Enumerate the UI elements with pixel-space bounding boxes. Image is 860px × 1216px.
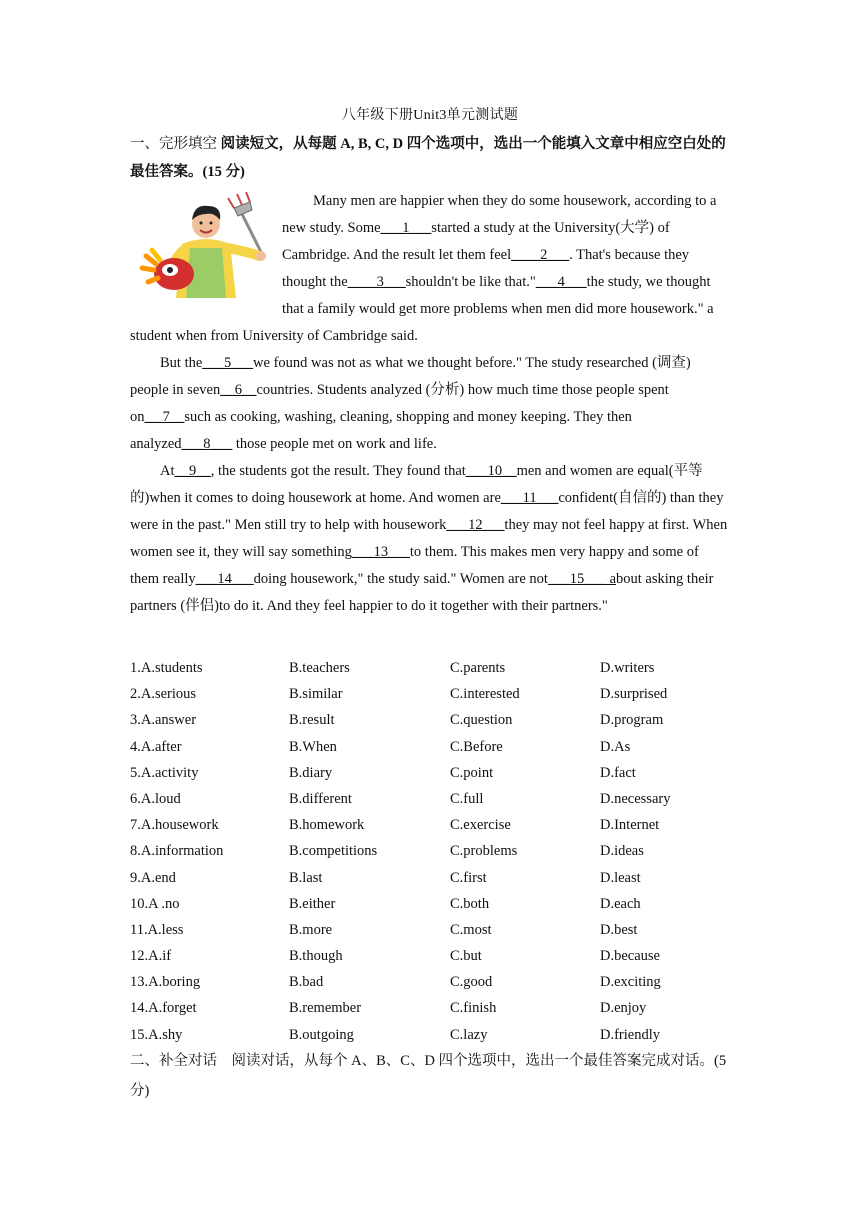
passage-text: confident(自信的) than they were in the past." Men still try to help with housework xyxy=(130,490,724,533)
option-d: D.As xyxy=(600,738,631,755)
option-a: 2.A.serious xyxy=(130,686,197,703)
option-b: B.though xyxy=(289,948,343,965)
option-a: 3.A.answer xyxy=(130,712,197,729)
option-a: 11.A.less xyxy=(130,921,184,938)
passage-text: But the xyxy=(160,355,203,371)
option-c: C.good xyxy=(450,974,493,991)
passage-paragraph-1 xyxy=(130,188,730,350)
option-a: 12.A.if xyxy=(130,948,172,965)
passage-text: started a study at the University(大学) of Cambridge. And the result let them feel xyxy=(282,220,670,263)
blank-10: ___10__ xyxy=(465,463,517,479)
option-c: C.first xyxy=(450,869,487,886)
blank-5: ___5___ xyxy=(202,355,254,371)
housework-man-illustration xyxy=(130,190,278,298)
passage-text: we found was not as what we thought before." The study researched (调查) people in seven xyxy=(130,355,691,398)
option-row xyxy=(130,707,730,733)
passage-text: the study, we thought that a family would get more problems when men did more housework." a student when from University of Cambridge said. xyxy=(130,274,714,344)
option-row xyxy=(130,917,730,943)
option-row xyxy=(130,969,730,995)
passage-text: At xyxy=(160,463,175,479)
passage-paragraph-3 xyxy=(130,458,730,620)
blank-12: ___12___ xyxy=(446,517,505,533)
passage-text: they may not feel happy at first. When women see it, they will say something xyxy=(130,517,728,560)
passage-text: men and women are equal(平等的)when it comes to doing housework at home. And women are xyxy=(130,463,703,506)
option-c: C.finish xyxy=(450,1000,497,1017)
option-d: D.least xyxy=(600,869,641,886)
option-b: B.different xyxy=(289,790,352,807)
blank-15: ___15___ a xyxy=(547,571,617,587)
option-d: D.writers xyxy=(600,660,655,676)
blank-3: ____3___ xyxy=(347,274,406,290)
option-d: D.surprised xyxy=(600,686,668,703)
option-b: B.remember xyxy=(289,1000,362,1017)
option-c: C.interested xyxy=(450,686,520,703)
blank-8: ___8___ xyxy=(181,436,233,452)
passage-text: countries. Students analyzed (分析) how much time those people spent on xyxy=(130,382,669,425)
option-d: D.because xyxy=(600,948,660,965)
option-row xyxy=(130,838,730,864)
option-d: D.each xyxy=(600,895,641,912)
option-d: D.enjoy xyxy=(600,1000,647,1017)
option-c: C.both xyxy=(450,895,490,912)
option-a: 8.A.information xyxy=(130,843,224,860)
option-d: D.exciting xyxy=(600,974,661,991)
passage-text: Many men are happier when they do some housework, according to a new study. Some xyxy=(282,193,717,236)
option-row xyxy=(130,681,730,707)
blank-4: ___4___ xyxy=(535,274,587,290)
option-d: D.best xyxy=(600,921,638,938)
option-c: C.question xyxy=(450,712,513,729)
option-b: B.bad xyxy=(289,974,324,991)
option-b: B.either xyxy=(289,895,336,912)
option-a: 5.A.activity xyxy=(130,764,199,781)
cloze-passage xyxy=(130,188,730,620)
option-b: B.teachers xyxy=(289,660,350,676)
blank-14: ___14___ xyxy=(195,571,254,587)
option-row xyxy=(130,1022,730,1048)
page-title: 八年级下册Unit3单元测试题 xyxy=(341,108,519,123)
passage-text: bout asking their partners (伴侣)to do it. And they feel happier to do it together with their partners." xyxy=(130,571,714,614)
passage-text: doing housework," the study said." Women are not xyxy=(253,571,548,587)
option-c: C.point xyxy=(450,764,494,781)
option-b: B.diary xyxy=(289,764,333,781)
option-c: C.problems xyxy=(450,843,518,860)
passage-text: , the students got the result. They found that xyxy=(210,463,466,479)
section1-prefix: 一、完形填空 xyxy=(130,136,217,152)
option-a: 4.A.after xyxy=(130,738,182,755)
option-b: B.similar xyxy=(289,686,343,703)
option-row xyxy=(130,995,730,1021)
option-row xyxy=(130,943,730,969)
answer-options xyxy=(130,655,730,1048)
blank-11: ___11___ xyxy=(500,490,559,506)
option-b: B.result xyxy=(289,712,335,729)
option-b: B.more xyxy=(289,921,333,938)
option-d: D.necessary xyxy=(600,790,671,807)
option-b: B.When xyxy=(289,738,337,755)
passage-text: to them. This makes men very happy and some of them really xyxy=(130,544,699,587)
blank-7: __ 7__ xyxy=(144,409,185,425)
option-a: 6.A.loud xyxy=(130,790,181,807)
section1-instruction: 阅读短文，从每题 A, B, C, D 四个选项中，选出一个能填入文章中相应空白处的最佳答案。(15 分) xyxy=(130,136,726,180)
passage-text: such as cooking, washing, cleaning, shopping and money keeping. They then analyzed xyxy=(130,409,632,452)
option-a: 9.A.end xyxy=(130,869,176,886)
blank-2: ____2___ xyxy=(511,247,570,263)
blank-6: __6__ xyxy=(220,382,257,398)
option-b: B.homework xyxy=(289,817,365,834)
passage-text: shouldn't be like that." xyxy=(405,274,536,290)
option-a: 14.A.forget xyxy=(130,1000,197,1017)
option-a: 7.A.housework xyxy=(130,817,219,834)
section2-heading: 二、补全对话 阅读对话，从每个 A、B、C、D 四个选项中，选出一个最佳答案完成对话。(5 分) xyxy=(130,1053,727,1099)
option-row xyxy=(130,891,730,917)
option-a: 1.A.students xyxy=(130,660,203,676)
passage-paragraph-2 xyxy=(130,350,730,458)
passage-text: . That's because they thought the xyxy=(282,247,690,290)
option-a: 15.A.shy xyxy=(130,1026,183,1043)
blank-1: ___1___ xyxy=(380,220,432,236)
option-c: C.Before xyxy=(450,738,503,755)
option-c: C.lazy xyxy=(450,1026,488,1043)
option-d: D.ideas xyxy=(600,843,644,860)
option-d: D.program xyxy=(600,712,664,729)
blank-9: __9__ xyxy=(174,463,211,479)
option-c: C.most xyxy=(450,921,492,938)
option-a: 10.A .no xyxy=(130,895,180,912)
option-a: 13.A.boring xyxy=(130,974,201,991)
option-row xyxy=(130,655,730,681)
option-c: C.exercise xyxy=(450,817,511,834)
option-c: C.full xyxy=(450,790,484,807)
option-row xyxy=(130,786,730,812)
section1-heading xyxy=(130,130,730,186)
option-row xyxy=(130,760,730,786)
option-c: C.parents xyxy=(450,660,506,676)
passage-text: those people met on work and life. xyxy=(232,436,437,452)
option-row xyxy=(130,734,730,760)
option-b: B.competitions xyxy=(289,843,378,860)
option-d: D.friendly xyxy=(600,1026,660,1043)
option-d: D.Internet xyxy=(600,817,660,834)
option-row xyxy=(130,812,730,838)
blank-13: ___13___ xyxy=(351,544,410,560)
option-b: B.outgoing xyxy=(289,1026,354,1043)
option-b: B.last xyxy=(289,869,323,886)
option-row xyxy=(130,865,730,891)
option-c: C.but xyxy=(450,948,482,965)
option-d: D.fact xyxy=(600,764,636,781)
